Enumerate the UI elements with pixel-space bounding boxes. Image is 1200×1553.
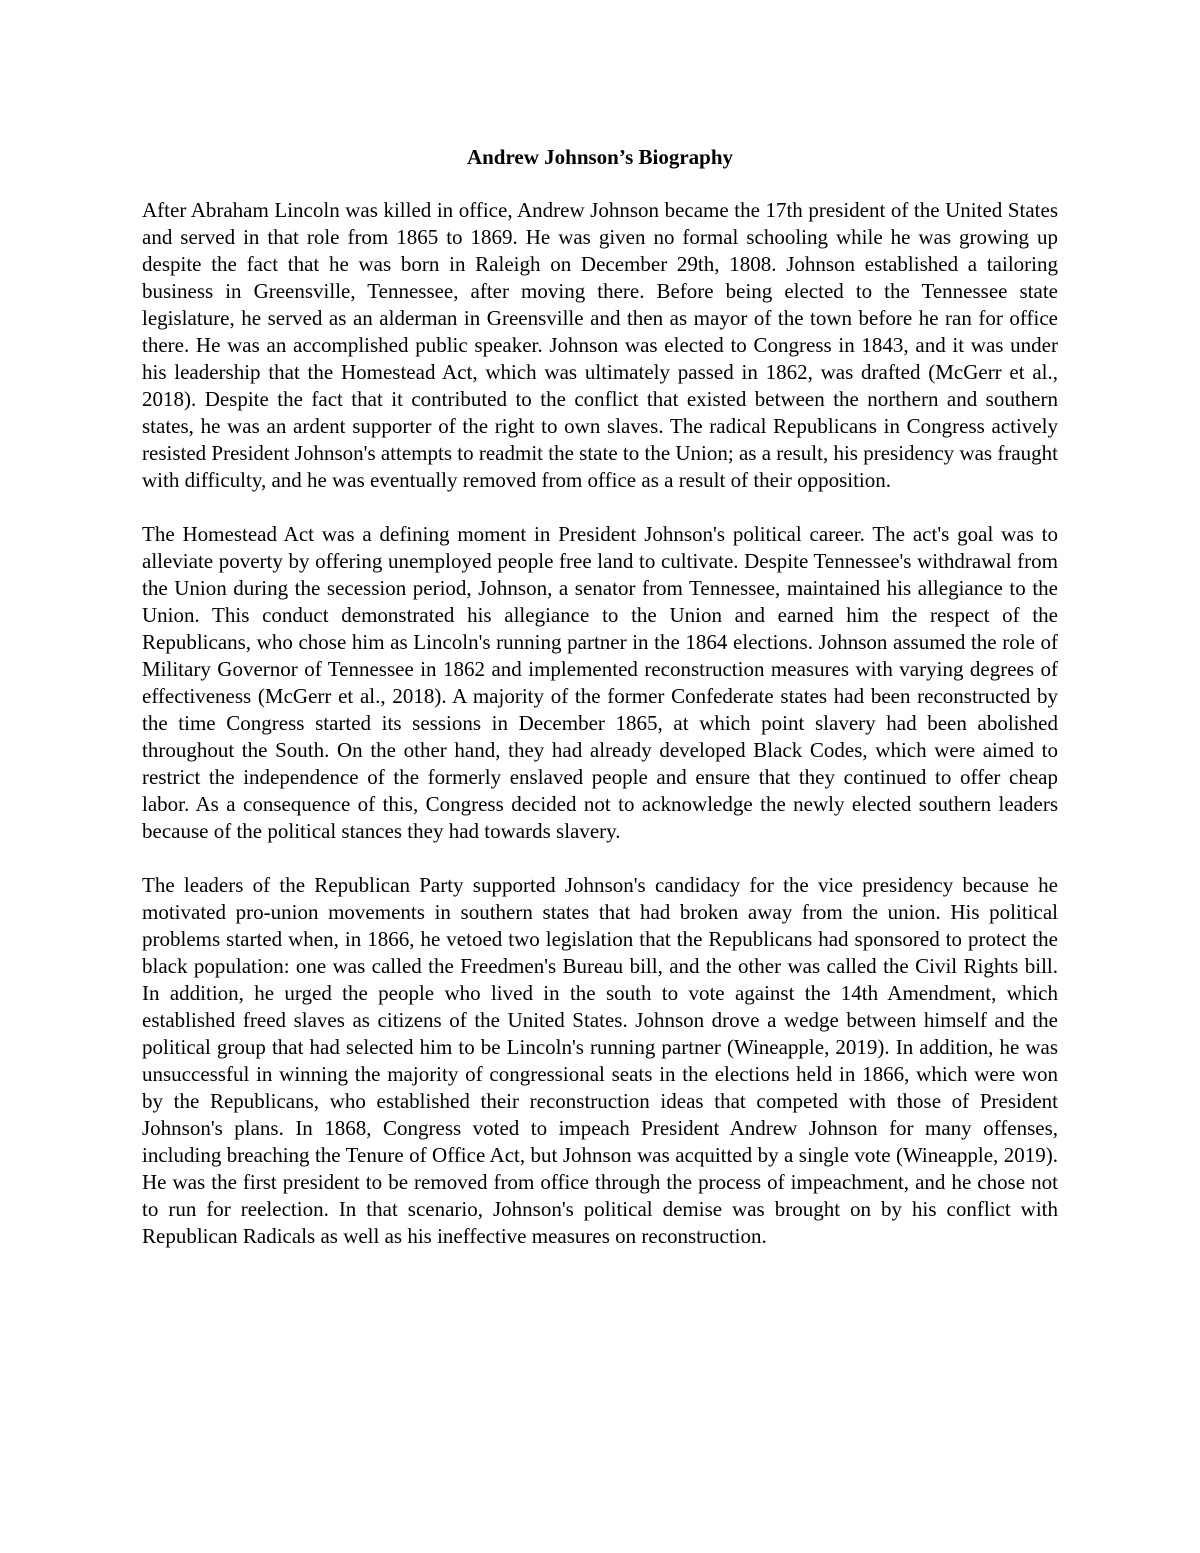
document-title: Andrew Johnson’s Biography xyxy=(466,145,734,169)
paragraph-1: After Abraham Lincoln was killed in office, Andrew Johnson became the 17th president of the United States and served in that role from 1865 to 1869. He was given no formal schooling while he was growing up despite the fact that he was born in Raleigh on December 29th, 1808. Johnson established a tailoring business in Greensville, Tennessee, after moving there. Before being elected to the Tennessee state legislature, he served as an alderman in Greensville and then as mayor of the town before he ran for office there. He was an accomplished public speaker. Johnson was elected to Congress in 1843, and it was under his leadership that the Homestead Act, which was ultimately passed in 1862, was drafted (McGerr et al., 2018). Despite the fact that it contributed to the conflict that existed between the northern and southern states, he was an ardent supporter of the right to own slaves. The radical Republicans in Congress actively resisted President Johnson's attempts to readmit the state to the Union; as a result, his presidency was fraught with difficulty, and he was eventually removed from office as a result of their opposition. xyxy=(142,198,1058,492)
paragraph-2: The Homestead Act was a defining moment in President Johnson's political career. The act's goal was to alleviate poverty by offering unemployed people free land to cultivate. Despite Tennessee's withdrawal from the Union during the secession period, Johnson, a senator from Tennessee, maintained his allegiance to the Union. This conduct demonstrated his allegiance to the Union and earned him the respect of the Republicans, who chose him as Lincoln's running partner in the 1864 elections. Johnson assumed the role of Military Governor of Tennessee in 1862 and implemented reconstruction measures with varying degrees of effectiveness (McGerr et al., 2018). A majority of the former Confederate states had been reconstructed by the time Congress started its sessions in December 1865, at which point slavery had been abolished throughout the South. On the other hand, they had already developed Black Codes, which were aimed to restrict the independence of the formerly enslaved people and ensure that they continued to offer cheap labor. As a consequence of this, Congress decided not to acknowledge the newly elected southern leaders because of the political stances they had towards slavery. xyxy=(142,522,1058,843)
paragraph-3: The leaders of the Republican Party supported Johnson's candidacy for the vice presidency because he motivated pro-union movements in southern states that had broken away from the union. His political problems started when, in 1866, he vetoed two legislation that the Republicans had sponsored to protect the black population: one was called the Freedmen's Bureau bill, and the other was called the Civil Rights bill. In addition, he urged the people who lived in the south to vote against the 14th Amendment, which established freed slaves as citizens of the United States. Johnson drove a wedge between himself and the political group that had selected him to be Lincoln's running partner (Wineapple, 2019). In addition, he was unsuccessful in winning the majority of congressional seats in the elections held in 1866, which were won by the Republicans, who established their reconstruction ideas that competed with those of President Johnson's plans. In 1868, Congress voted to impeach President Andrew Johnson for many offenses, including breaching the Tenure of Office Act, but Johnson was acquitted by a single vote (Wineapple, 2019). He was the first president to be removed from office through the process of impeachment, and he chose not to run for reelection. In that scenario, Johnson's political demise was brought on by his conflict with Republican Radicals as well as his ineffective measures on reconstruction. xyxy=(142,873,1058,1248)
document-body xyxy=(142,142,1058,1277)
